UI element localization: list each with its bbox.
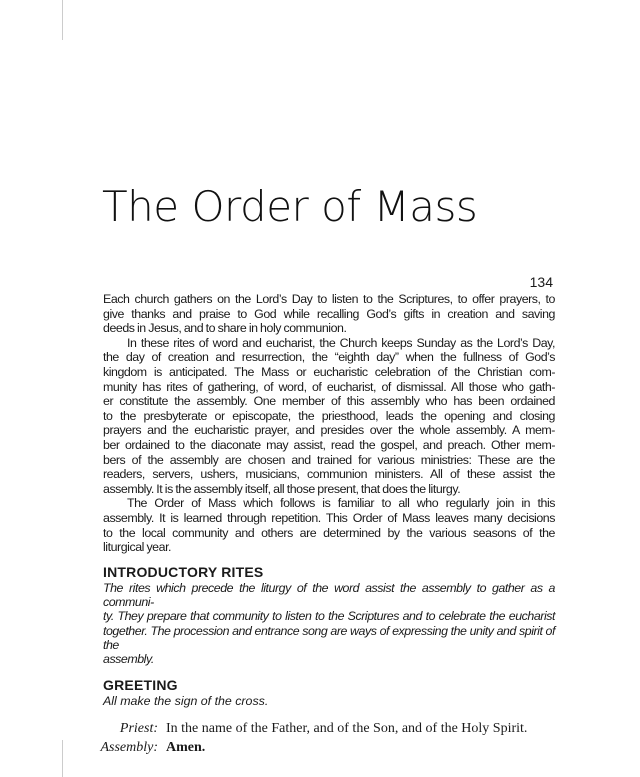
text-line: readers, servers, ushers, musicians, communion ministers. All of these assist the [103, 467, 555, 482]
text-line: assembly. It is learned through repetition. This Order of Mass leaves many decisions [103, 510, 555, 525]
text-line: liturgical year. [103, 540, 172, 555]
text-line: ty. They prepare that community to listen to the Scriptures and to celebrate the eucharist [103, 609, 555, 624]
scan-edge-mark [62, 740, 63, 777]
body-text [103, 292, 555, 555]
text-line: The rites which precede the liturgy of the word assist the assembly to gather as a communi- [103, 580, 555, 609]
text-line: to the presbyterate or episcopate, the priesthood, leads the opening and closing [103, 408, 555, 423]
section-heading-introductory-rites: INTRODUCTORY RITES [103, 563, 264, 580]
text-line: The Order of Mass which follows is familiar to all who regularly join in this [127, 496, 555, 511]
page-content [100, 292, 555, 757]
greeting-rubric: All make the sign of the cross. [103, 694, 269, 709]
text-line: give thanks and praise to God while recalling God’s gifts in creation and saving [103, 306, 555, 321]
text-line: the day of creation and resurrection, the “eighth day” when the fullness of God’s [103, 350, 555, 365]
text-line: kingdom is anticipated. The Mass or eucharistic celebration of the Christian com- [103, 364, 555, 379]
introductory-rites-description [103, 581, 555, 667]
section-heading-greeting: GREETING [103, 677, 178, 694]
text-line: Each church gathers on the Lord’s Day to listen to the Scriptures, to offer prayers, to [103, 292, 555, 306]
text-line: to the local community and others are determined by the various seasons of the [103, 525, 555, 540]
text-line: assembly. [103, 652, 154, 667]
speaker-label: Priest: [119, 721, 158, 737]
text-line: ber ordained to the diaconate may assist, read the gospel, and preach. Other mem- [103, 437, 555, 452]
text-line: munity has rites of gathering, of word, of eucharist, of dismissal. All those who gath- [103, 379, 555, 394]
text-line: prayers and the eucharistic prayer, and presides over the whole assembly. A mem- [103, 423, 555, 438]
text-line: bers of the assembly are chosen and trained for various ministries: These are the [103, 452, 555, 467]
scan-edge-mark [62, 0, 63, 40]
text-line: deeds in Jesus, and to share in holy communion. [103, 321, 347, 336]
text-line: er constitute the assembly. One member of this assembly who has been ordained [103, 394, 555, 409]
page-number: 134 [529, 274, 553, 290]
text-line: together. The procession and entrance song are ways of expressing the unity and spirit of the [103, 623, 555, 652]
text-line: In these rites of word and eucharist, the Church keeps Sunday as the Lord’s Day, [127, 335, 555, 350]
priest-line [100, 719, 555, 738]
spoken-text: In the name of the Father, and of the Son, and of the Holy Spirit. [166, 721, 528, 737]
assembly-line [100, 738, 555, 757]
spoken-text: Amen. [166, 740, 206, 756]
page-title: The Order of Mass [102, 182, 478, 231]
speaker-label: Assembly: [100, 740, 158, 756]
text-line: assembly. It is the assembly itself, all those present, that does the liturgy. [103, 481, 461, 496]
